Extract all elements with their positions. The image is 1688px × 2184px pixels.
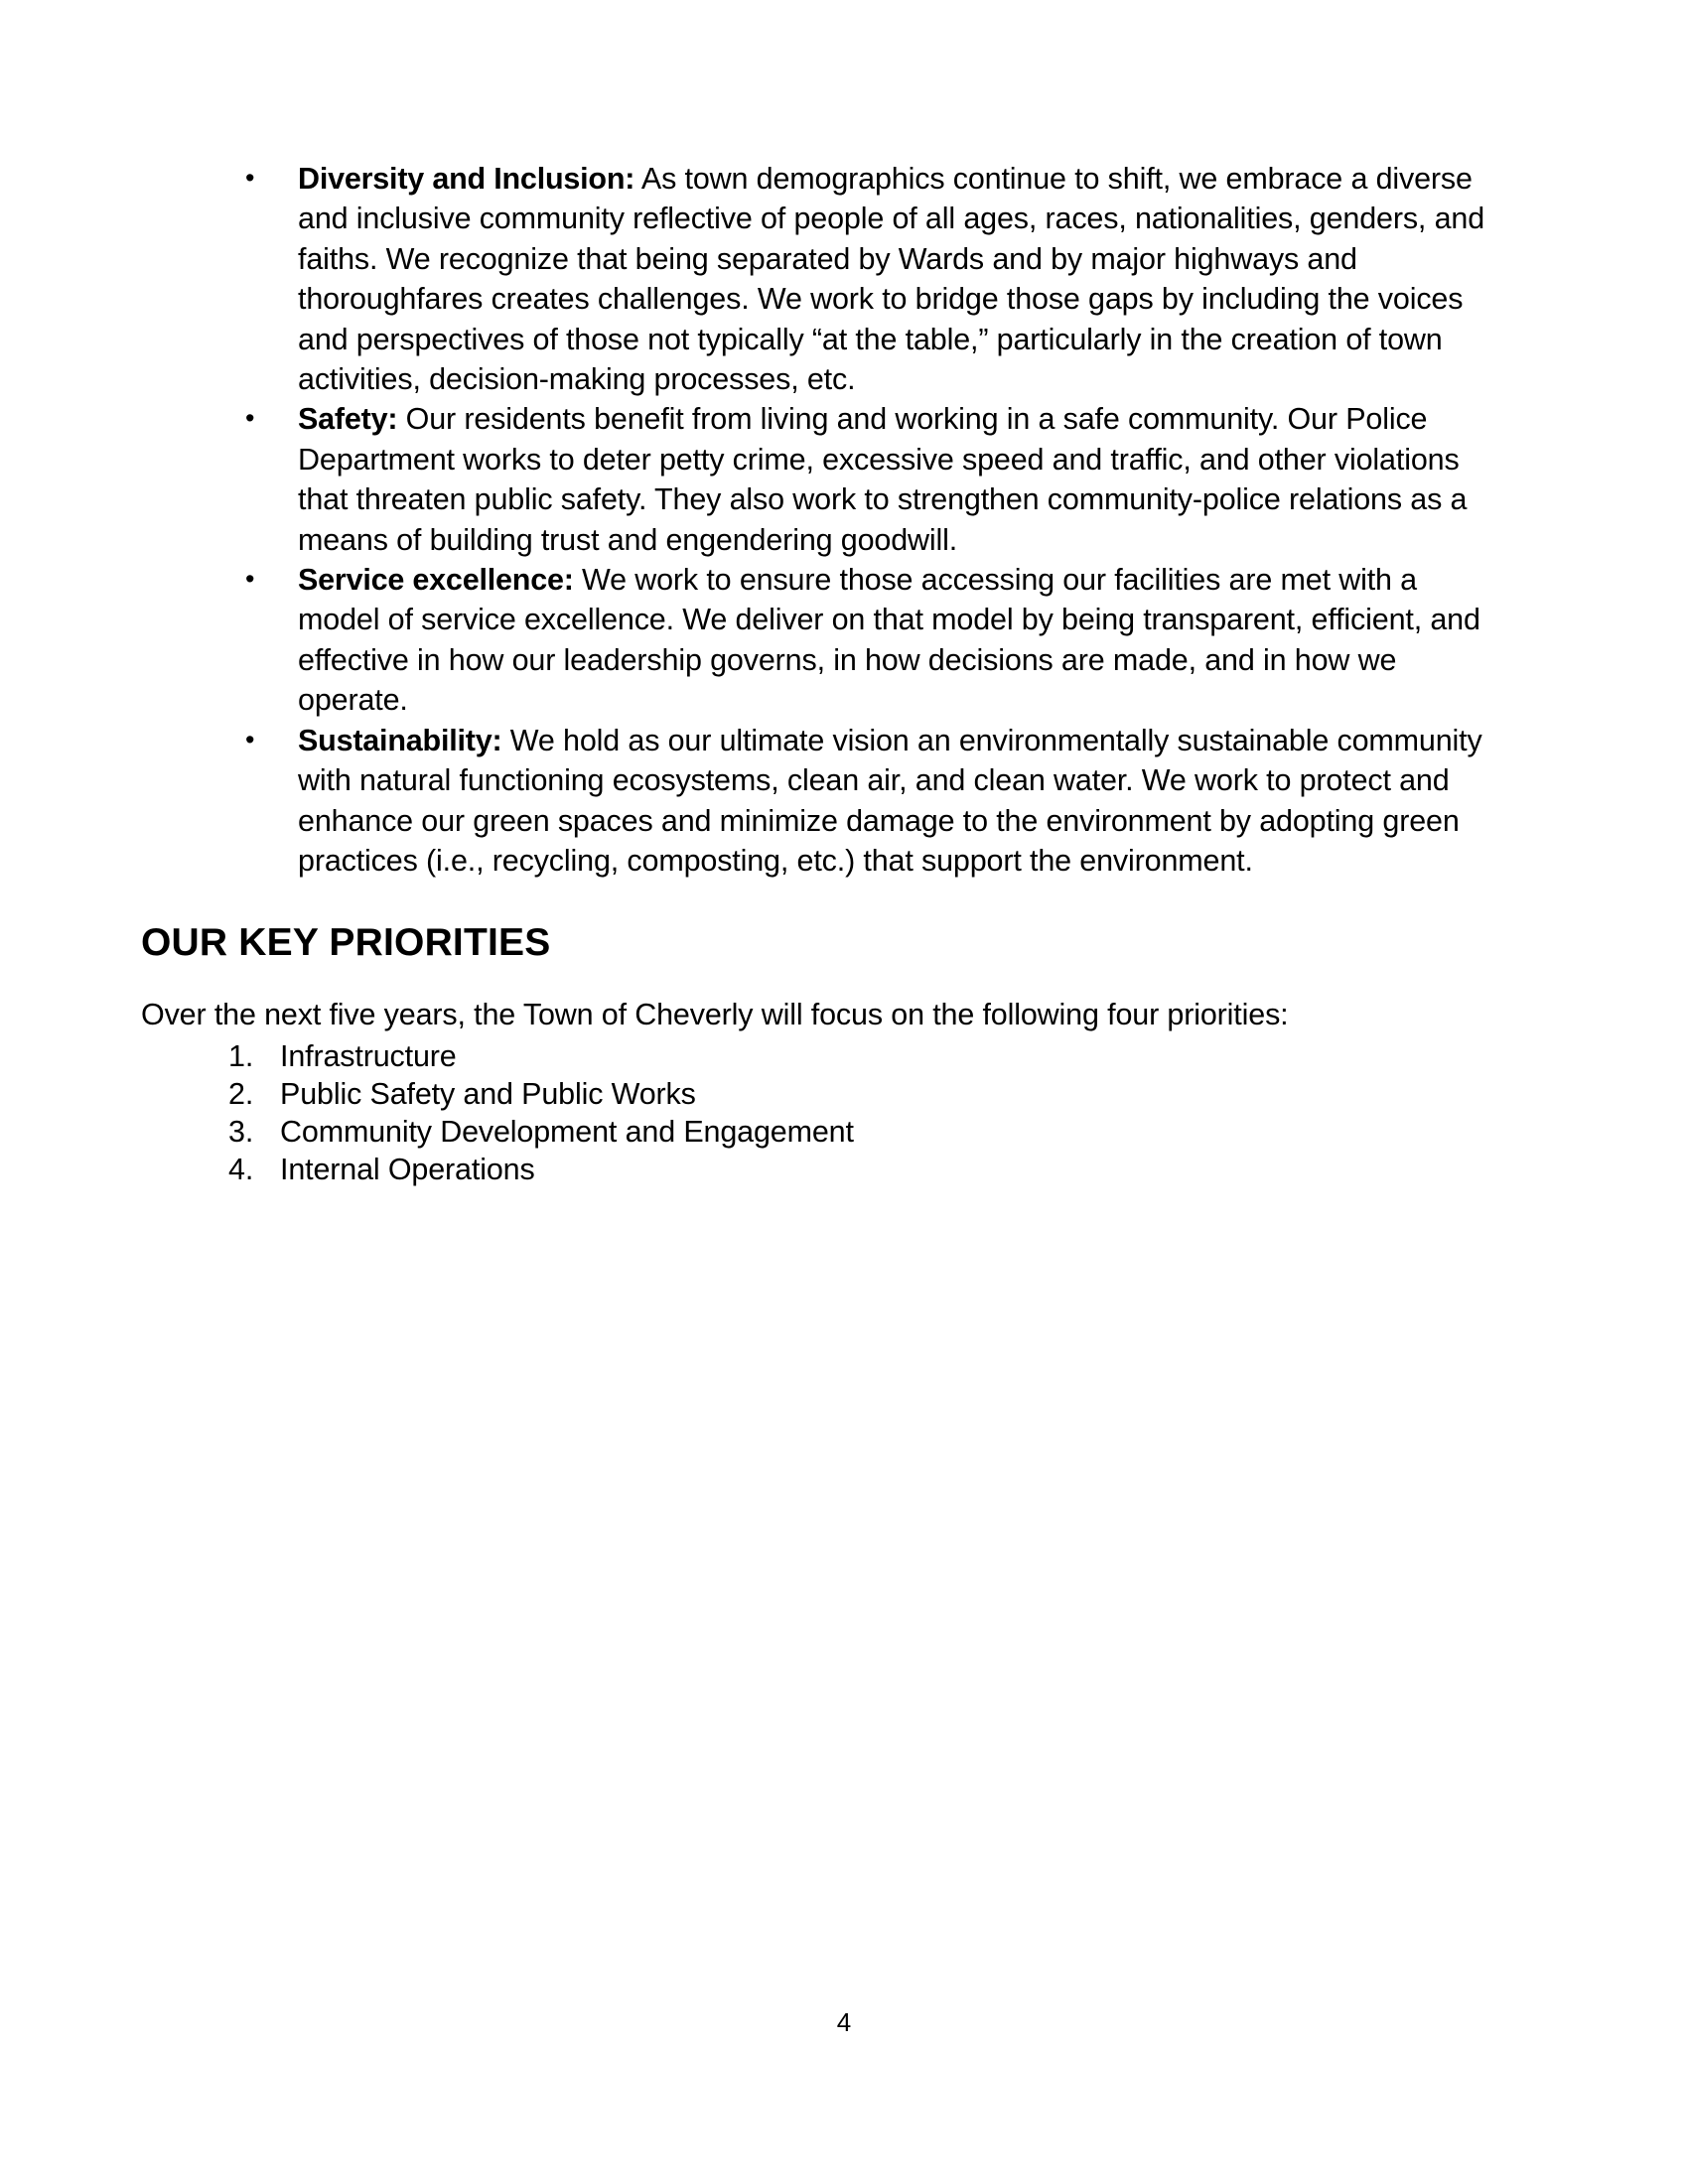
priority-label-internal-operations: Internal Operations (280, 1152, 535, 1186)
value-text-safety: Our residents benefit from living and working in a safe community. Our Police Department works to deter petty crime, excessive speed and traffic, and other violations that threaten public safety. They also work to strengthen community-police relations as a means of building trust and engendering goodwill. (298, 402, 1468, 557)
priority-label-community-development-and-engagement: Community Development and Engagement (280, 1114, 854, 1149)
value-text-service-excellence: We work to ensure those accessing our facilities are met with a model of service excellence. We deliver on that model by being transparent, efficient, and effective in how our leadership governs, in how decisions are made, and in how we operate. (298, 563, 1480, 718)
list-item (199, 159, 1489, 399)
core-values-list (199, 159, 1489, 881)
list-item (199, 399, 1489, 560)
value-label-service-excellence: Service excellence: (298, 563, 574, 598)
page-content (141, 159, 1489, 1188)
list-item (199, 1151, 1489, 1188)
list-item (199, 1037, 1489, 1075)
page-number-footer: 4 (836, 2007, 852, 2037)
priorities-intro-paragraph: Over the next five years, the Town of Cheverly will focus on the following four priorities: (141, 998, 1289, 1032)
priority-number: 3. (228, 1114, 254, 1149)
value-label-safety: Safety: (298, 402, 398, 437)
list-item (199, 1113, 1489, 1151)
priority-label-infrastructure: Infrastructure (280, 1038, 457, 1073)
priority-number: 1. (228, 1038, 254, 1073)
list-item (199, 560, 1489, 721)
value-text-diversity-and-inclusion: As town demographics continue to shift, we embrace a diverse and inclusive community reflective of people of all ages, races, nationalities, genders, and faiths. We recognize that being separated by Wards and by major highways and thoroughfares creates challenges. We work to bridge those gaps by including the voices and perspectives of those not typically “at the table,” particularly in the creation of town activities, decision-making processes, etc. (298, 162, 1485, 397)
list-item (199, 721, 1489, 882)
priority-number: 4. (228, 1152, 254, 1186)
priority-label-public-safety-and-public-works: Public Safety and Public Works (280, 1076, 696, 1111)
list-item (199, 1075, 1489, 1113)
key-priorities-list (199, 1037, 1489, 1188)
value-label-sustainability: Sustainability: (298, 723, 502, 757)
value-text-sustainability: We hold as our ultimate vision an environmentally sustainable community with natural functioning ecosystems, clean air, and clean water. We work to protect and enhance our green spaces and minimize damage to the environment by adopting green practices (i.e., recycling, composting, etc.) that support the environment. (298, 723, 1482, 878)
priority-number: 2. (228, 1076, 254, 1111)
value-label-diversity-and-inclusion: Diversity and Inclusion: (298, 162, 635, 196)
section-heading-our-key-priorities: OUR KEY PRIORITIES (141, 921, 551, 965)
